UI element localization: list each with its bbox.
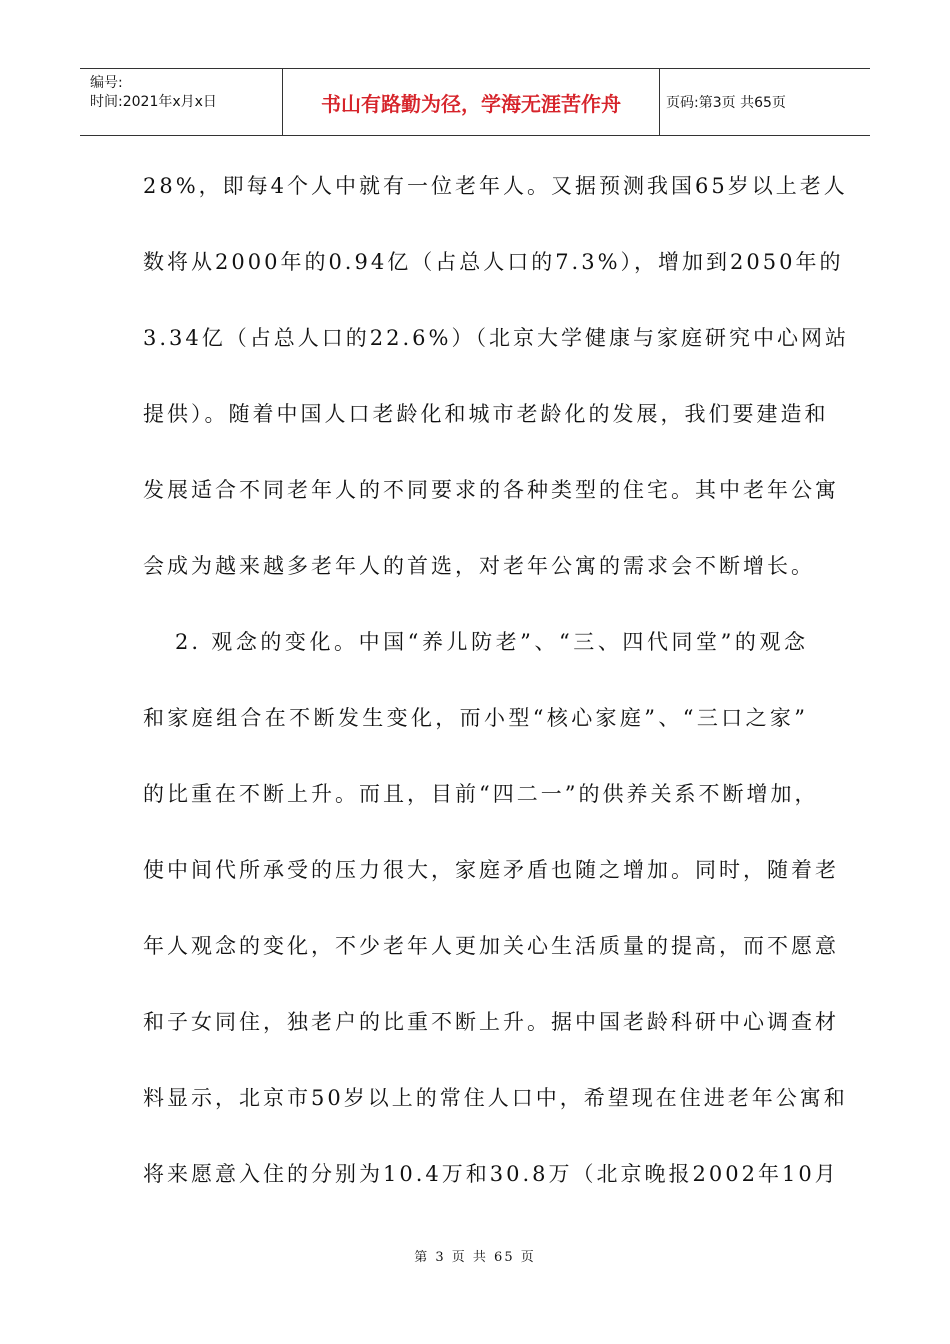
page-info-text: 页码:第3页 共65页 [666, 95, 786, 111]
body-line: 使中间代所承受的压力很大，家庭矛盾也随之增加。同时，随着老 [143, 858, 839, 882]
body-line: 数将从2000年的0.94亿（占总人口的7.3%），增加到2050年的 [143, 250, 844, 274]
motto-text: 书山有路勤为径，学海无涯苦作舟 [321, 91, 621, 116]
page-header [80, 68, 870, 136]
body-line: 28%，即每4个人中就有一位老年人。又据预测我国65岁以上老人 [143, 174, 848, 198]
body-line: 年人观念的变化，不少老年人更加关心生活质量的提高，而不愿意 [143, 934, 839, 958]
body-line: 提供）。随着中国人口老龄化和城市老龄化的发展，我们要建造和 [143, 402, 829, 426]
number-label: 编号: [90, 75, 123, 91]
body-line: 发展适合不同老年人的不同要求的各种类型的住宅。其中老年公寓 [143, 478, 839, 502]
body-line: 和子女同住，独老户的比重不断上升。据中国老龄科研中心调查材 [143, 1010, 839, 1034]
header-page-info [660, 69, 870, 135]
header-meta [80, 69, 282, 135]
header-motto-cell [282, 69, 660, 135]
body-line: 3.34亿（占总人口的22.6%）（北京大学健康与家庭研究中心网站 [143, 326, 849, 350]
body-line: 2. 观念的变化。中国“养儿防老”、“三、四代同堂”的观念 [175, 630, 808, 654]
document-body [143, 164, 849, 1228]
body-line: 和家庭组合在不断发生变化，而小型“核心家庭”、“三口之家” [143, 706, 808, 730]
body-line: 料显示，北京市50岁以上的常住人口中，希望现在住进老年公寓和 [143, 1086, 848, 1110]
body-line: 的比重在不断上升。而且，目前“四二一”的供养关系不断增加， [143, 782, 819, 806]
body-line: 将来愿意入住的分别为10.4万和30.8万（北京晚报2002年10月 [143, 1162, 839, 1186]
body-line: 会成为越来越多老年人的首选，对老年公寓的需求会不断增长。 [143, 554, 815, 578]
page-footer [0, 1246, 950, 1265]
footer-page-number: 第 3 页 共 65 页 [414, 1250, 536, 1265]
time-label: 时间:2021年x月x日 [90, 94, 217, 110]
